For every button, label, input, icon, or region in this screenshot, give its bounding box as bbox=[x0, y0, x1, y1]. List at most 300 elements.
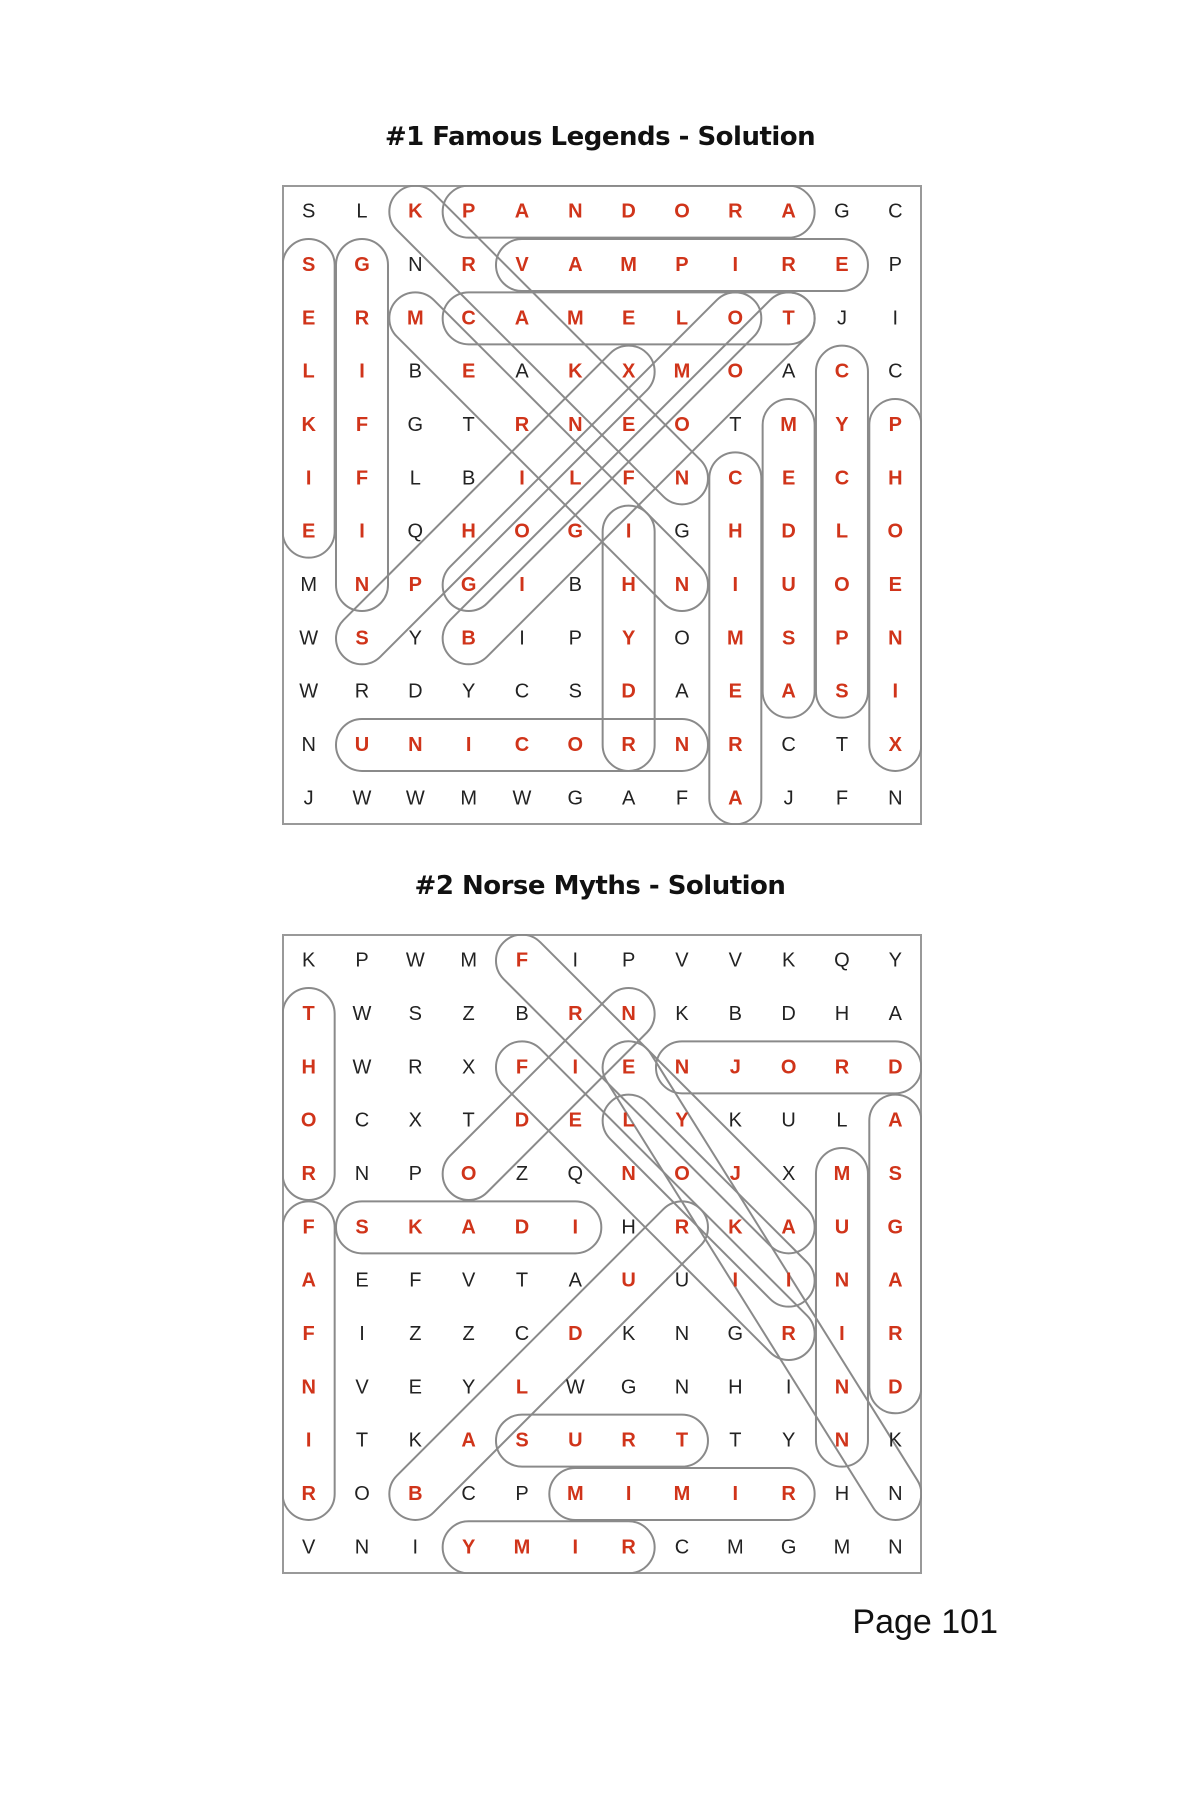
grid-letter: B bbox=[408, 360, 422, 383]
grid-letter: R bbox=[514, 413, 530, 436]
grid-letter: J bbox=[783, 787, 794, 810]
grid-letter: K bbox=[888, 1429, 902, 1452]
grid-letter: M bbox=[406, 307, 424, 330]
grid-letter: E bbox=[301, 307, 316, 330]
grid-letter: D bbox=[621, 200, 636, 223]
grid-letter: C bbox=[514, 733, 530, 756]
grid-letter: E bbox=[568, 1109, 582, 1132]
grid-letter: V bbox=[515, 253, 529, 276]
grid-letter: I bbox=[732, 253, 739, 276]
grid-letter: Y bbox=[835, 413, 849, 436]
grid-letter: L bbox=[622, 1109, 635, 1132]
grid-letter: O bbox=[300, 1109, 317, 1132]
grid-letter: F bbox=[302, 1322, 315, 1345]
grid-letter: G bbox=[834, 200, 850, 223]
grid-letter: M bbox=[300, 573, 318, 596]
grid-letter: I bbox=[465, 733, 472, 756]
grid-letter: A bbox=[515, 360, 529, 383]
grid-letter: W bbox=[352, 1002, 372, 1025]
grid-letter: H bbox=[728, 1376, 743, 1399]
grid-letter: R bbox=[728, 733, 743, 756]
grid-letter: C bbox=[781, 733, 796, 756]
grid-letter: E bbox=[355, 1269, 369, 1292]
grid-letter: Y bbox=[461, 1376, 476, 1399]
grid-letter: G bbox=[567, 787, 584, 810]
grid-letter: P bbox=[675, 253, 689, 276]
grid-letter: J bbox=[729, 1162, 741, 1185]
grid-letter: M bbox=[673, 1482, 691, 1505]
grid-letter: J bbox=[729, 1056, 741, 1079]
grid-letter: P bbox=[835, 627, 849, 650]
grid-letter: Y bbox=[621, 627, 636, 650]
grid-letter: N bbox=[354, 573, 370, 596]
grid-letter: N bbox=[301, 733, 316, 756]
grid-letter: C bbox=[514, 680, 530, 703]
grid-letter: P bbox=[515, 1482, 529, 1505]
grid-letter: R bbox=[728, 200, 743, 223]
grid-letter: N bbox=[674, 467, 690, 490]
grid-letter: M bbox=[780, 413, 797, 436]
grid-letter: P bbox=[621, 949, 636, 972]
grid-letter: G bbox=[354, 253, 370, 276]
grid-letter: O bbox=[674, 413, 690, 436]
grid-letter: I bbox=[519, 467, 525, 490]
grid-letter: W bbox=[352, 787, 372, 810]
grid-letter: O bbox=[727, 360, 744, 383]
grid-letter: L bbox=[409, 467, 421, 490]
grid-letter: M bbox=[620, 253, 637, 276]
grid-letter: A bbox=[461, 1429, 476, 1452]
word-highlight-asgard bbox=[869, 1095, 921, 1414]
grid-letter: C bbox=[514, 1322, 530, 1345]
grid-letter: R bbox=[301, 1162, 316, 1185]
grid-letter: R bbox=[781, 253, 796, 276]
grid-letter: K bbox=[408, 1429, 422, 1452]
grid-letter: O bbox=[887, 520, 904, 543]
grid-letter: C bbox=[888, 360, 903, 383]
grid-letter: E bbox=[461, 360, 476, 383]
grid-letter: D bbox=[514, 1216, 530, 1239]
grid-letter: D bbox=[781, 520, 796, 543]
grid-letter: Y bbox=[461, 680, 476, 703]
grid-letter: R bbox=[888, 1322, 903, 1345]
grid-letter: N bbox=[888, 1482, 903, 1505]
grid-letter: Q bbox=[834, 949, 850, 972]
grid-letter: S bbox=[835, 680, 849, 703]
grid-letter: S bbox=[301, 253, 316, 276]
grid-letter: N bbox=[674, 733, 690, 756]
grid-letter: H bbox=[834, 1482, 850, 1505]
word-highlight-freyja bbox=[485, 934, 825, 1264]
grid-letter: M bbox=[726, 1536, 744, 1559]
grid-letter: A bbox=[781, 200, 796, 223]
grid-letter: D bbox=[888, 1056, 903, 1079]
grid-letter: D bbox=[514, 1109, 530, 1132]
grid-letter: I bbox=[785, 1269, 792, 1292]
grid-letter: E bbox=[408, 1376, 422, 1399]
grid-letter: I bbox=[572, 1216, 579, 1239]
grid-letter: R bbox=[834, 1056, 850, 1079]
grid-letter: K bbox=[568, 360, 583, 383]
grid-letter: R bbox=[674, 1216, 690, 1239]
grid-letter: I bbox=[305, 467, 312, 490]
grid-letter: B bbox=[515, 1002, 529, 1025]
grid-letter: Y bbox=[408, 627, 422, 650]
grid-letter: N bbox=[674, 1376, 690, 1399]
grid-letter: N bbox=[674, 1322, 690, 1345]
grid-letter: F bbox=[515, 1056, 529, 1079]
grid-letter: E bbox=[621, 413, 636, 436]
grid-letter: P bbox=[888, 413, 902, 436]
grid-letter: R bbox=[568, 1002, 583, 1025]
grid-letter: K bbox=[675, 1002, 689, 1025]
grid-letter: N bbox=[888, 627, 903, 650]
grid-letter: I bbox=[785, 1376, 792, 1399]
grid-letter: G bbox=[727, 1322, 744, 1345]
grid-letter: D bbox=[408, 680, 423, 703]
grid-letter: W bbox=[299, 680, 319, 703]
grid-letter: I bbox=[732, 573, 739, 596]
grid-letter: A bbox=[888, 1269, 903, 1292]
grid-letter: C bbox=[834, 360, 850, 383]
grid-letter: E bbox=[781, 467, 796, 490]
grid-letter: D bbox=[568, 1322, 583, 1345]
grid-letter: Z bbox=[409, 1322, 422, 1345]
grid-letter: K bbox=[781, 949, 796, 972]
grid-letter: K bbox=[728, 1216, 743, 1239]
grid-letter: W bbox=[299, 627, 319, 650]
page-number: Page 101 bbox=[852, 1603, 998, 1641]
grid-letter: W bbox=[565, 1376, 585, 1399]
grid-letter: A bbox=[781, 360, 796, 383]
grid-letter: N bbox=[888, 1536, 903, 1559]
grid-letter: O bbox=[354, 1482, 370, 1505]
grid-letter: A bbox=[514, 307, 530, 330]
grid-letter: B bbox=[568, 573, 582, 596]
grid-letter: L bbox=[302, 360, 315, 383]
grid-letter: S bbox=[888, 1162, 902, 1185]
grid-letter: M bbox=[833, 1536, 851, 1559]
grid-letter: H bbox=[728, 520, 743, 543]
grid-letter: A bbox=[728, 787, 743, 810]
grid-letter: I bbox=[732, 1482, 739, 1505]
grid-letter: D bbox=[781, 1002, 796, 1025]
grid-letter: B bbox=[461, 467, 476, 490]
grid-letter: U bbox=[568, 1429, 583, 1452]
grid-letter: W bbox=[405, 787, 425, 810]
grid-letter: C bbox=[461, 307, 476, 330]
grid-letter: H bbox=[621, 573, 636, 596]
grid-letter: I bbox=[359, 1322, 365, 1345]
grid-letter: F bbox=[622, 467, 635, 490]
word-highlight-medusa bbox=[763, 399, 815, 718]
grid-letter: O bbox=[674, 627, 690, 650]
grid-letter: S bbox=[355, 1216, 369, 1239]
grid-letter: O bbox=[460, 1162, 477, 1185]
grid-letter: U bbox=[354, 733, 370, 756]
grid-letter: O bbox=[567, 733, 584, 756]
grid-letter: P bbox=[408, 1162, 422, 1185]
grid-letter: X bbox=[888, 733, 902, 756]
grid-letter: U bbox=[781, 1109, 796, 1132]
grid-letter: I bbox=[519, 627, 525, 650]
grid-letter: G bbox=[620, 1376, 637, 1399]
grid-letter: I bbox=[359, 520, 365, 543]
grid-letter: R bbox=[354, 307, 370, 330]
grid-letter: I bbox=[839, 1322, 845, 1345]
grid-letter: N bbox=[888, 787, 903, 810]
grid-letter: I bbox=[572, 1056, 579, 1079]
grid-letter: A bbox=[888, 1002, 902, 1025]
grid-letter: C bbox=[674, 1536, 690, 1559]
grid-letter: N bbox=[834, 1429, 850, 1452]
grid-letter: G bbox=[780, 1536, 797, 1559]
grid-letter: T bbox=[462, 413, 475, 436]
grid-letter: Z bbox=[462, 1322, 475, 1345]
grid-letter: A bbox=[461, 1216, 476, 1239]
grid-letter: O bbox=[727, 307, 744, 330]
grid-letter: F bbox=[355, 467, 369, 490]
grid-letter: C bbox=[888, 200, 903, 223]
word-highlight-sphinx bbox=[325, 335, 665, 675]
word-highlight-fafnir bbox=[283, 1201, 335, 1520]
grid-letter: K bbox=[408, 1216, 423, 1239]
grid-letter: I bbox=[732, 1269, 739, 1292]
grid-letter: A bbox=[568, 1269, 582, 1292]
grid-letter: R bbox=[354, 680, 370, 703]
grid-letter: A bbox=[621, 787, 636, 810]
grid-letter: L bbox=[569, 467, 582, 490]
grid-letter: M bbox=[460, 949, 477, 972]
grid-letter: R bbox=[408, 1056, 423, 1079]
grid-letter: R bbox=[781, 1322, 796, 1345]
grid-letter: M bbox=[726, 627, 744, 650]
grid-letter: N bbox=[568, 200, 583, 223]
grid-letter: F bbox=[302, 1216, 315, 1239]
grid-letter: C bbox=[461, 1482, 476, 1505]
grid-letter: N bbox=[834, 1376, 850, 1399]
grid-letter: T bbox=[835, 733, 849, 756]
grid-letter: B bbox=[461, 627, 476, 650]
grid-letter: A bbox=[675, 680, 689, 703]
grid-letter: Q bbox=[407, 520, 424, 543]
grid-letter: T bbox=[355, 1429, 369, 1452]
grid-letter: B bbox=[728, 1002, 742, 1025]
grid-letter: J bbox=[836, 307, 847, 330]
grid-letter: R bbox=[461, 253, 476, 276]
grid-letter: F bbox=[515, 949, 529, 972]
grid-letter: A bbox=[301, 1269, 316, 1292]
grid-letter: R bbox=[781, 1482, 796, 1505]
grid-letter: N bbox=[621, 1002, 636, 1025]
grid-letter: L bbox=[515, 1376, 529, 1399]
grid-letter: K bbox=[408, 200, 423, 223]
grid-letter: W bbox=[512, 787, 532, 810]
grid-letter: P bbox=[408, 573, 422, 596]
grid-letter: K bbox=[728, 1109, 742, 1132]
grid-letter: O bbox=[834, 573, 850, 596]
grid-letter: N bbox=[301, 1376, 316, 1399]
grid-letter: K bbox=[621, 1322, 636, 1345]
grid-letter: T bbox=[302, 1002, 315, 1025]
grid-letter: E bbox=[621, 1056, 636, 1079]
grid-letter: M bbox=[460, 787, 477, 810]
grid-letter: R bbox=[621, 1429, 636, 1452]
grid-letter: V bbox=[461, 1269, 476, 1292]
grid-letter: F bbox=[409, 1269, 422, 1292]
grid-letter: I bbox=[305, 1429, 312, 1452]
grid-letter: U bbox=[674, 1269, 690, 1292]
grid-letter: P bbox=[461, 200, 476, 223]
grid-letter: G bbox=[460, 573, 477, 596]
grid-letter: T bbox=[515, 1269, 529, 1292]
grid-letter: C bbox=[354, 1109, 370, 1132]
grid-letter: U bbox=[781, 573, 796, 596]
grid-letter: Q bbox=[567, 1162, 584, 1185]
grid-letter: F bbox=[835, 787, 849, 810]
grid-letter: S bbox=[515, 1429, 529, 1452]
grid-letter: D bbox=[888, 1376, 903, 1399]
grid-letter: G bbox=[407, 413, 424, 436]
grid-letter: N bbox=[354, 1162, 370, 1185]
grid-letter: Y bbox=[675, 1109, 689, 1132]
puzzle-2-title: #2 Norse Myths - Solution bbox=[414, 871, 786, 901]
word-highlight-munin bbox=[816, 1148, 868, 1467]
grid-letter: P bbox=[888, 253, 902, 276]
grid-letter: V bbox=[355, 1376, 369, 1399]
grid-letter: Z bbox=[462, 1002, 475, 1025]
word-highlight-merlin bbox=[379, 282, 719, 622]
grid-letter: T bbox=[675, 1429, 689, 1452]
grid-letter: F bbox=[355, 413, 369, 436]
grid-letter: U bbox=[834, 1216, 850, 1239]
grid-letter: G bbox=[567, 520, 584, 543]
grid-letter: R bbox=[621, 733, 636, 756]
grid-letter: E bbox=[835, 253, 849, 276]
grid-letter: N bbox=[834, 1269, 850, 1292]
grid-letter: S bbox=[568, 680, 582, 703]
grid-letter: Y bbox=[461, 1536, 476, 1559]
grid-letter: I bbox=[412, 1536, 419, 1559]
puzzle-1-grid bbox=[282, 185, 922, 825]
grid-letter: N bbox=[621, 1162, 636, 1185]
grid-letter: I bbox=[359, 360, 365, 383]
grid-letter: H bbox=[461, 520, 476, 543]
grid-letter: M bbox=[673, 360, 691, 383]
grid-letter: K bbox=[301, 413, 316, 436]
grid-letter: L bbox=[836, 1109, 848, 1132]
grid-letter: V bbox=[728, 949, 742, 972]
grid-letter: T bbox=[462, 1109, 475, 1132]
grid-letter: S bbox=[408, 1002, 422, 1025]
grid-letter: R bbox=[621, 1536, 636, 1559]
word-highlight-baldr bbox=[379, 1191, 719, 1531]
grid-letter: X bbox=[461, 1056, 476, 1079]
grid-letter: M bbox=[833, 1162, 851, 1185]
grid-letter: C bbox=[728, 467, 743, 490]
grid-letter: I bbox=[892, 307, 899, 330]
grid-letter: W bbox=[352, 1056, 372, 1079]
grid-letter: W bbox=[405, 949, 425, 972]
grid-letter: L bbox=[835, 520, 849, 543]
grid-letter: Y bbox=[888, 949, 902, 972]
puzzle-1-title: #1 Famous Legends - Solution bbox=[384, 122, 816, 152]
grid-letter: U bbox=[621, 1269, 636, 1292]
grid-letter: T bbox=[729, 413, 742, 436]
grid-letter: R bbox=[301, 1482, 316, 1505]
grid-letter: O bbox=[780, 1056, 797, 1079]
grid-letter: K bbox=[301, 949, 316, 972]
puzzle-2-grid bbox=[282, 934, 922, 1574]
grid-letter: E bbox=[621, 307, 636, 330]
grid-letter: O bbox=[514, 520, 530, 543]
grid-letter: I bbox=[892, 680, 899, 703]
grid-letter: M bbox=[513, 1536, 531, 1559]
grid-letter: N bbox=[674, 1056, 690, 1079]
grid-letter: T bbox=[782, 307, 795, 330]
grid-letter: S bbox=[301, 200, 316, 223]
grid-letter: X bbox=[781, 1162, 796, 1185]
grid-letter: S bbox=[781, 627, 796, 650]
grid-letter: A bbox=[514, 200, 530, 223]
grid-letter: F bbox=[675, 787, 689, 810]
grid-letter: E bbox=[728, 680, 742, 703]
grid-letter: D bbox=[621, 680, 636, 703]
grid-letter: M bbox=[566, 307, 584, 330]
grid-letter: A bbox=[568, 253, 583, 276]
grid-letter: A bbox=[888, 1109, 903, 1132]
grid-letter: S bbox=[355, 627, 369, 650]
word-highlight-selkie bbox=[283, 239, 335, 558]
grid-letter: P bbox=[355, 949, 369, 972]
grid-letter: C bbox=[834, 467, 850, 490]
grid-letter: H bbox=[888, 467, 903, 490]
grid-letter: V bbox=[301, 1536, 316, 1559]
grid-letter: L bbox=[675, 307, 689, 330]
grid-letter: X bbox=[621, 360, 636, 383]
grid-letter: N bbox=[674, 573, 690, 596]
grid-letter: X bbox=[408, 1109, 422, 1132]
grid-letter: P bbox=[568, 627, 582, 650]
grid-letter: N bbox=[354, 1536, 370, 1559]
grid-letter: H bbox=[621, 1216, 636, 1239]
grid-letter: N bbox=[408, 733, 423, 756]
grid-letter: I bbox=[625, 1482, 632, 1505]
grid-letter: I bbox=[572, 1536, 579, 1559]
grid-letter: J bbox=[303, 787, 314, 810]
grid-letter: M bbox=[566, 1482, 584, 1505]
grid-letter: I bbox=[625, 520, 632, 543]
grid-letter: B bbox=[408, 1482, 423, 1505]
grid-letter: V bbox=[675, 949, 689, 972]
grid-letter: I bbox=[519, 573, 525, 596]
grid-letter: T bbox=[729, 1429, 742, 1452]
grid-letter: A bbox=[781, 680, 796, 703]
grid-letter: Y bbox=[781, 1429, 796, 1452]
grid-letter: I bbox=[572, 949, 579, 972]
grid-letter: G bbox=[674, 520, 690, 543]
grid-letter: H bbox=[834, 1002, 850, 1025]
grid-letter: Z bbox=[515, 1162, 529, 1185]
grid-letter: L bbox=[356, 200, 368, 223]
grid-letter: N bbox=[408, 253, 423, 276]
grid-letter: O bbox=[674, 200, 690, 223]
grid-letter: N bbox=[568, 413, 583, 436]
grid-letter: H bbox=[301, 1056, 316, 1079]
grid-letter: O bbox=[674, 1162, 690, 1185]
grid-letter: E bbox=[301, 520, 316, 543]
grid-letter: E bbox=[888, 573, 902, 596]
